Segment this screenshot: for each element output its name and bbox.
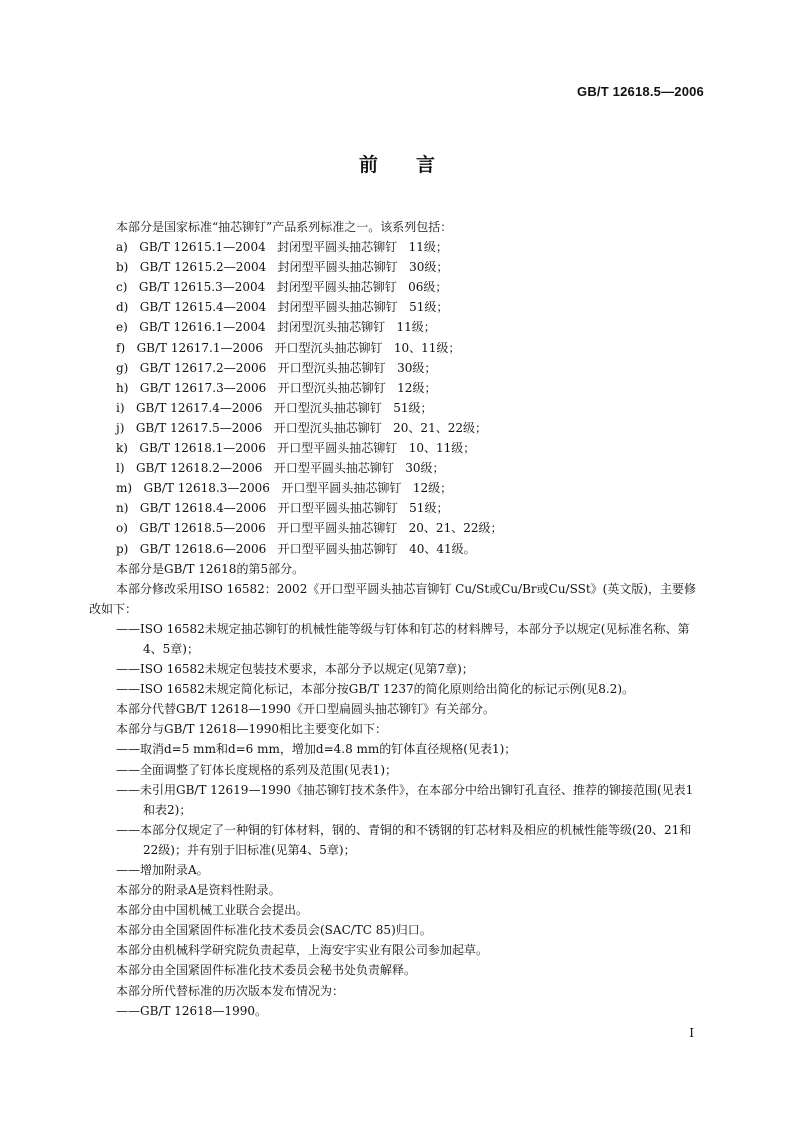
closing-paragraph: 本部分由全国紧固件标准化技术委员会秘书处负责解释。 [116, 963, 417, 978]
series-item-m: m) GB/T 12618.3—2006 开口型平圆头抽芯铆钉 12级； [116, 481, 453, 496]
series-item-f: f) GB/T 12617.1—2006 开口型沉头抽芯铆钉 10、11级； [116, 340, 461, 355]
series-item-c: c) GB/T 12615.3—2004 封闭型平圆头抽芯铆钉 06级； [116, 280, 448, 295]
change-item: ——全面调整了钉体长度规格的系列及范围(见表1)； [116, 762, 397, 777]
history-item: ——GB/T 12618—1990。 [116, 1003, 267, 1018]
closing-paragraph: 本部分由中国机械工业联合会提出。 [116, 903, 309, 918]
foreword-body [89, 217, 705, 1021]
standard-code: GB/T 12618.5—2006 [577, 84, 704, 99]
change-item: ——取消d=5 mm和d=6 mm，增加d=4.8 mm的钉体直径规格(见表1)； [116, 742, 517, 757]
changes-list [89, 739, 705, 880]
closing-paragraph: 本部分所代替标准的历次版本发布情况为： [116, 983, 345, 998]
page-title: 前言 [358, 154, 473, 176]
replacement-statement: 本部分代替GB/T 12618—1990《开口型扁圆头抽芯铆钉》有关部分。 [116, 702, 495, 717]
page-number: I [689, 1026, 694, 1040]
change-item: ——增加附录A。 [116, 863, 209, 877]
series-item-o: o) GB/T 12618.5—2006 开口型平圆头抽芯铆钉 20、21、22级； [116, 521, 503, 536]
series-item-e: e) GB/T 12616.1—2004 封闭型沉头抽芯铆钉 11级； [116, 320, 436, 335]
series-item-p: p) GB/T 12618.6—2006 开口型平圆头抽芯铆钉 40、41级。 [116, 541, 476, 556]
series-list [89, 237, 705, 559]
series-item-l: l) GB/T 12618.2—2006 开口型平圆头抽芯铆钉 30级； [116, 461, 445, 476]
change-item: ——本部分仅规定了一种铜的钉体材料，钢的、青铜的和不锈钢的钉芯材料及相应的机械性能等级(20、21和22级)；并有别于旧标准(见第4、5章)； [116, 822, 692, 857]
changes-intro: 本部分与GB/T 12618—1990相比主要变化如下： [116, 722, 387, 737]
change-item: ——未引用GB/T 12619—1990《抽芯铆钉技术条件》，在本部分中给出铆钉孔直径、推荐的铆接范围(见表1和表2)； [116, 782, 694, 817]
series-item-a: a) GB/T 12615.1—2004 封闭型平圆头抽芯铆钉 11级； [116, 240, 448, 255]
modification-list [89, 619, 705, 699]
series-item-k: k) GB/T 12618.1—2006 开口型平圆头抽芯铆钉 10、11级； [116, 441, 476, 456]
closing-paragraph: 本部分由全国紧固件标准化技术委员会(SAC/TC 85)归口。 [116, 923, 432, 938]
part-statement: 本部分是GB/T 12618的第5部分。 [116, 561, 305, 576]
series-item-d: d) GB/T 12615.4—2004 封闭型平圆头抽芯铆钉 51级； [116, 300, 449, 315]
closing-paragraph: 本部分由机械科学研究院负责起草，上海安宇实业有限公司参加起草。 [116, 943, 489, 958]
modification-item: ——ISO 16582未规定抽芯铆钉的机械性能等级与钉体和钉芯的材料牌号，本部分予以规定(见标准名称、第4、5章)； [116, 621, 690, 656]
modification-item: ——ISO 16582未规定简化标记，本部分按GB/T 1237的简化原则给出简化的标记示例(见8.2)。 [116, 682, 635, 697]
series-item-g: g) GB/T 12617.2—2006 开口型沉头抽芯铆钉 30级； [116, 360, 437, 375]
modification-paragraph: 本部分修改采用ISO 16582：2002《开口型平圆头抽芯盲铆钉 Cu/St或Cu/Br或Cu/SSt》(英文版)，主要修改如下： [89, 581, 697, 616]
series-item-i: i) GB/T 12617.4—2006 开口型沉头抽芯铆钉 51级； [116, 400, 433, 415]
closing-paragraph: 本部分的附录A是资料性附录。 [116, 883, 281, 898]
series-item-n: n) GB/T 12618.4—2006 开口型平圆头抽芯铆钉 51级； [116, 501, 449, 516]
intro-paragraph: 本部分是国家标准“抽芯铆钉”产品系列标准之一。该系列包括： [116, 220, 453, 234]
series-item-h: h) GB/T 12617.3—2006 开口型沉头抽芯铆钉 12级； [116, 380, 437, 395]
modification-item: ——ISO 16582未规定包装技术要求，本部分予以规定(见第7章)； [116, 662, 474, 677]
series-item-j: j) GB/T 12617.5—2006 开口型沉头抽芯铆钉 20、21、22级； [116, 420, 487, 435]
series-item-b: b) GB/T 12615.2—2004 封闭型平圆头抽芯铆钉 30级； [116, 260, 449, 275]
